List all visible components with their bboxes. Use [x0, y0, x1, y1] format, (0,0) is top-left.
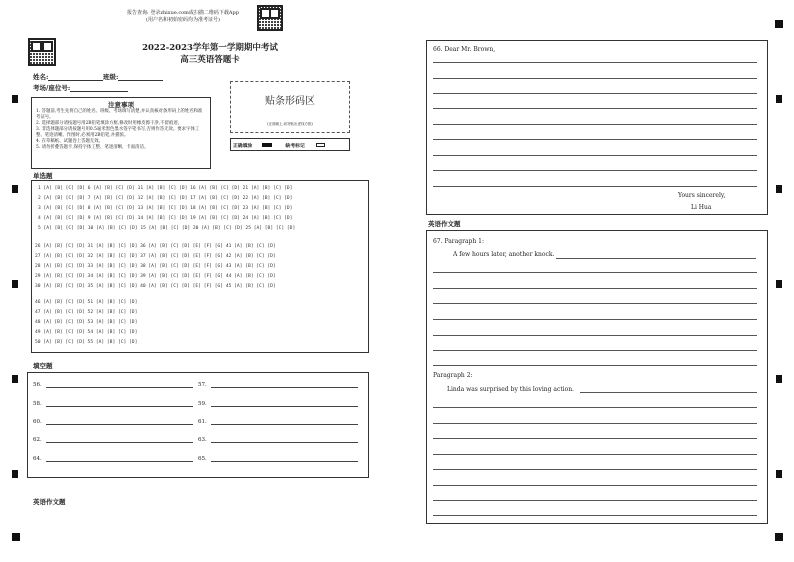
writing-section-title-right: 英语作文题 [428, 220, 461, 228]
letter-signature: Li Hua [691, 204, 712, 211]
writing-line[interactable] [433, 303, 757, 304]
correct-fill-label: 正确填涂 [233, 143, 253, 149]
writing-line[interactable] [433, 350, 757, 351]
mcq-row[interactable]: 5 [A] [B] [C] [D] 10 [A] [B] [C] [D] 15 [A] [B] [C] [D] 20 [A] [B] [C] [D] 25 [A] [B] [C] [D] [38, 226, 296, 231]
mcq-row[interactable]: 50 [A] [B] [C] [D] 55 [A] [B] [C] [D] [35, 340, 138, 345]
missing-checkbox[interactable] [316, 143, 325, 147]
mcq-row[interactable]: 48 [A] [B] [C] [D] 53 [A] [B] [C] [D] [35, 320, 138, 325]
name-field[interactable] [33, 72, 103, 81]
story-box [426, 230, 768, 524]
mcq-row[interactable]: 49 [A] [B] [C] [D] 54 [A] [B] [C] [D] [35, 330, 138, 335]
writing-line[interactable] [556, 258, 756, 259]
report-notice-line1: 报告查询: 登录zhixue.com或扫描二维码下载App [127, 10, 239, 16]
timing-mark [776, 185, 782, 193]
exam-subtitle: 高三英语答题卡 [180, 55, 240, 65]
writing-line[interactable] [580, 392, 757, 393]
mcq-row[interactable]: 26 [A] [B] [C] [D] 31 [A] [B] [C] [D] 36 [A] [B] [C] [D] [E] [F] [G] 41 [A] [B] [C] [D] [35, 244, 276, 249]
barcode-title: 贴条形码区 [265, 96, 315, 107]
writing-section-title-left: 英语作文题 [33, 498, 66, 506]
notes-title: 注意事项 [108, 101, 134, 109]
writing-line[interactable] [433, 423, 757, 424]
blank-section-title: 填空题 [33, 362, 53, 370]
writing-line[interactable] [433, 93, 757, 94]
writing-line[interactable] [433, 438, 757, 439]
letter-closing: Yours sincerely, [678, 192, 726, 199]
mcq-row[interactable]: 28 [A] [B] [C] [D] 33 [A] [B] [C] [D] 38 [A] [B] [C] [D] [E] [F] [G] 43 [A] [B] [C] [D] [35, 264, 276, 269]
mcq-section-title: 单选题 [33, 172, 53, 180]
mcq-row[interactable]: 27 [A] [B] [C] [D] 32 [A] [B] [C] [D] 37 [A] [B] [C] [D] [E] [F] [G] 42 [A] [B] [C] [D] [35, 254, 276, 259]
writing-line[interactable] [433, 170, 757, 171]
writing-line[interactable] [433, 515, 757, 516]
timing-mark [776, 470, 782, 478]
missing-label: 缺考标记 [285, 143, 305, 149]
blank-59[interactable]: 59. [198, 401, 358, 407]
report-notice-line2: (用户名和初始密码均为准考证号) [146, 17, 220, 23]
timing-mark [12, 280, 18, 288]
timing-mark [12, 470, 18, 478]
timing-mark [776, 95, 782, 103]
writing-line[interactable] [433, 485, 757, 486]
writing-line[interactable] [433, 272, 757, 273]
mcq-row[interactable]: 2 [A] [B] [C] [D] 7 [A] [B] [C] [D] 12 [A] [B] [C] [D] 17 [A] [B] [C] [D] 22 [A] [B] [C] [D] [38, 196, 293, 201]
app-qr-code [257, 5, 283, 31]
blank-64[interactable]: 64. [33, 456, 193, 462]
paragraph2-start: Linda was surprised by this loving action. [447, 386, 575, 393]
mcq-row[interactable]: 47 [A] [B] [C] [D] 52 [A] [B] [C] [D] [35, 310, 138, 315]
notes-item: 3. 非选择题部分请按题号用0.5毫米黑色墨水签字笔书写,否则作答无效。要求字体工整、笔迹清晰。作图时,必须用2B铅笔,并描浓。 [36, 127, 200, 138]
barcode-area [230, 81, 350, 133]
blank-57[interactable]: 57. [198, 382, 358, 388]
mcq-row[interactable]: 1 [A] [B] [C] [D] 6 [A] [B] [C] [D] 11 [A] [B] [C] [D] 16 [A] [B] [C] [D] 21 [A] [B] [C] [D] [38, 186, 293, 191]
writing-line[interactable] [433, 319, 757, 320]
paragraph1-start: A few hours later, another knock. [453, 251, 555, 258]
timing-mark [776, 375, 782, 383]
blank-63[interactable]: 63. [198, 437, 358, 443]
writing-line[interactable] [433, 108, 757, 109]
seat-label: 考场/座位号: [33, 84, 71, 92]
writing-line[interactable] [433, 335, 757, 336]
mcq-row[interactable]: 30 [A] [B] [C] [D] 35 [A] [B] [C] [D] 40 [A] [B] [C] [D] [E] [F] [G] 45 [A] [B] [C] [D] [35, 284, 276, 289]
writing-line[interactable] [433, 62, 757, 63]
blank-56[interactable]: 56. [33, 382, 193, 388]
writing-line[interactable] [433, 365, 757, 366]
writing-line[interactable] [433, 155, 757, 156]
blank-61[interactable]: 61. [198, 419, 358, 425]
notes-item: 4. 在草稿纸、试题卷上答题无效。 [36, 139, 104, 144]
notes-item: 5. 请勿折叠答题卡,保持字体工整、笔迹清晰、卡面清洁。 [36, 145, 149, 150]
writing-line[interactable] [433, 407, 757, 408]
name-label: 姓名: [33, 73, 49, 81]
timing-mark [12, 375, 18, 383]
class-label: 班级: [103, 73, 119, 81]
writing-line[interactable] [433, 469, 757, 470]
mcq-row[interactable]: 3 [A] [B] [C] [D] 8 [A] [B] [C] [D] 13 [A] [B] [C] [D] 18 [A] [B] [C] [D] 23 [A] [B] [C] [D] [38, 206, 293, 211]
report-notice [108, 10, 258, 24]
writing-line[interactable] [433, 139, 757, 140]
notes-box [31, 97, 211, 169]
paragraph2-label: Paragraph 2: [433, 372, 473, 379]
writing-line[interactable] [433, 454, 757, 455]
fill-example [230, 138, 350, 151]
exam-title: 2022-2023学年第一学期期中考试 [142, 43, 278, 53]
timing-mark [12, 533, 20, 541]
writing-line[interactable] [433, 500, 757, 501]
barcode-hint: (正面朝上,切勿贴出虚线方框) [267, 122, 313, 126]
timing-mark [12, 95, 18, 103]
blank-58[interactable]: 58. [33, 401, 193, 407]
class-field[interactable] [103, 72, 163, 81]
writing-line[interactable] [433, 124, 757, 125]
writing-line[interactable] [433, 186, 757, 187]
mcq-row[interactable]: 4 [A] [B] [C] [D] 9 [A] [B] [C] [D] 14 [A] [B] [C] [D] 19 [A] [B] [C] [D] 24 [A] [B] [C] [D] [38, 216, 293, 221]
writing-line[interactable] [433, 288, 757, 289]
writing-line[interactable] [433, 78, 757, 79]
notes-item: 2. 选择题部分请按题号用2B铅笔填涂方框,修改时用橡皮擦干净,不留痕迹。 [36, 121, 183, 126]
letter-box [426, 40, 768, 215]
letter-greeting: 66. Dear Mr. Brown, [433, 46, 496, 53]
blank-60[interactable]: 60. [33, 419, 193, 425]
blank-62[interactable]: 62. [33, 437, 193, 443]
blank-65[interactable]: 65. [198, 456, 358, 462]
mcq-row[interactable]: 29 [A] [B] [C] [D] 34 [A] [B] [C] [D] 39 [A] [B] [C] [D] [E] [F] [G] 44 [A] [B] [C] [D] [35, 274, 276, 279]
timing-mark [775, 20, 783, 28]
timing-mark [776, 280, 782, 288]
seat-field[interactable] [33, 83, 128, 92]
student-qr-code [28, 38, 56, 66]
timing-mark [775, 533, 783, 541]
mcq-row[interactable]: 46 [A] [B] [C] [D] 51 [A] [B] [C] [D] [35, 300, 138, 305]
paragraph1-label: 67. Paragraph 1: [433, 238, 484, 245]
correct-fill-swatch [262, 143, 272, 147]
notes-item: 1. 答题前,考生先将自己的姓名、班级、考场填写清楚,并认真核对条形码上的姓名和准考证号。 [36, 109, 203, 120]
timing-mark [12, 185, 18, 193]
